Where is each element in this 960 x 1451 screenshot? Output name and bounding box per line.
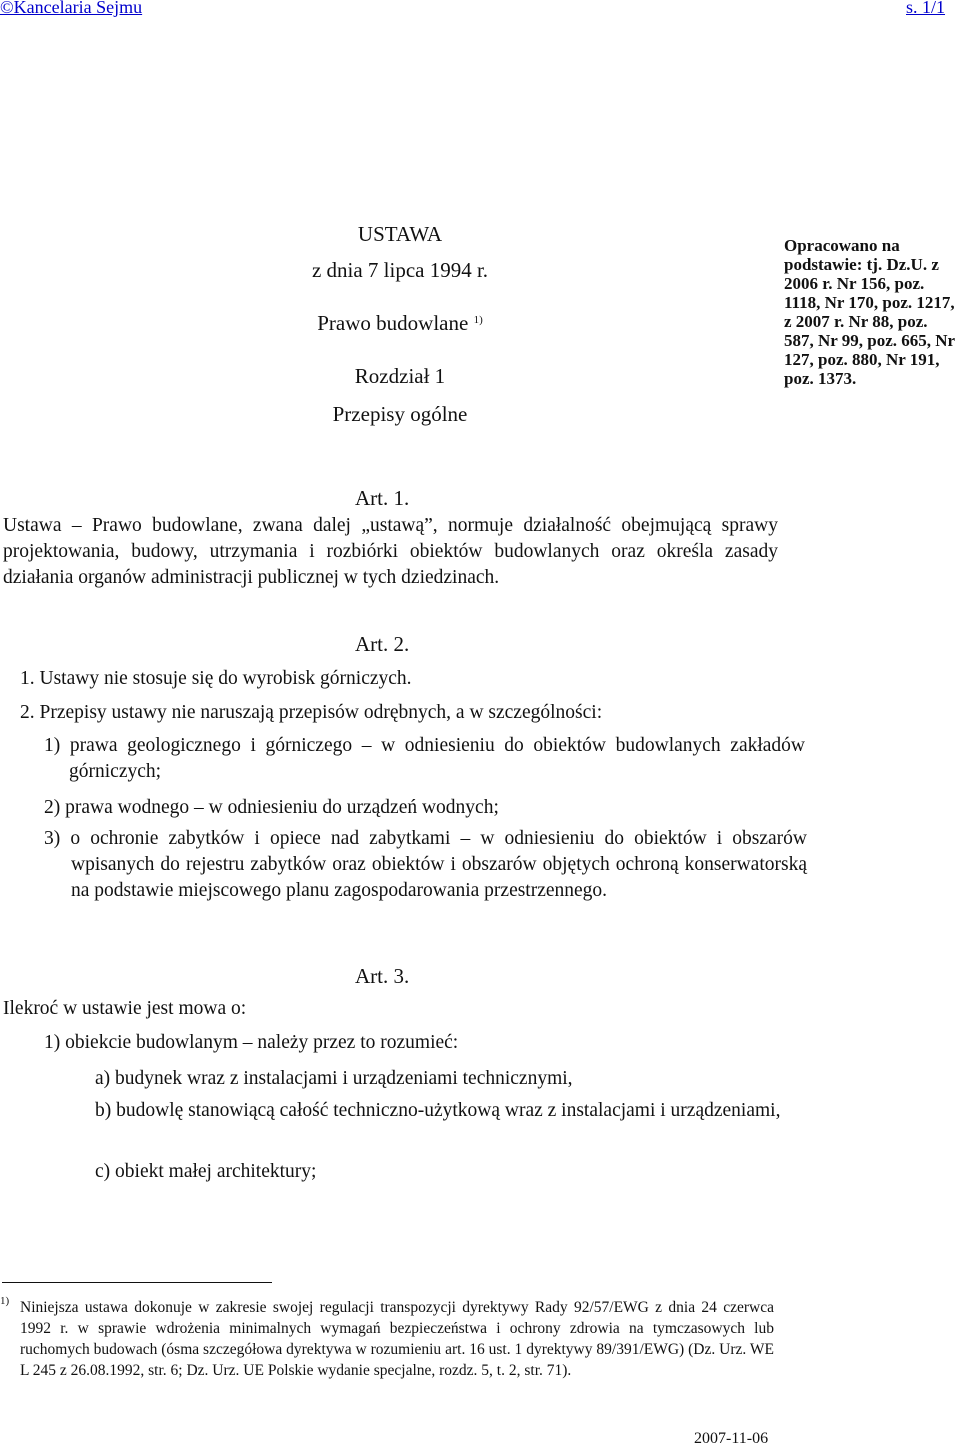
art2-item-3-num: 3) (44, 828, 61, 849)
art3-subitem-a-text: budynek wraz z instalacjami i urządzeniami technicznymi, (115, 1068, 573, 1089)
art1-title: Art. 1. (355, 486, 410, 510)
art2-paragraph-1: 1. Ustawy nie stosuje się do wyrobisk górniczych. (20, 668, 412, 689)
art2-item-1 (44, 733, 805, 785)
art2-item-2-num: 2) (44, 797, 61, 818)
footnote-mark: 1) (0, 1295, 10, 1307)
art2-item-1-num: 1) (44, 735, 61, 756)
art3-item-1: 1) obiekcie budowlanym – należy przez to rozumieć: (44, 1032, 459, 1053)
document-date: 2007-11-06 (694, 1430, 769, 1447)
art1-text: Ustawa – Prawo budowlane, zwana dalej „ustawą”, normuje działalność obejmującą sprawy projektowania, budowy, utrzymania i rozbiórki obiektów budowlanych oraz określa zasady działania organów administracji publicznej w tych dziedzinach. (3, 515, 778, 588)
art2-item-3 (44, 826, 807, 904)
art3-subitem-c-text: obiekt małej architektury; (115, 1161, 317, 1182)
act-type: USTAWA (357, 222, 443, 246)
chapter-title: Przepisy ogólne (332, 402, 468, 426)
source-note: Opracowano na podstawie: tj. Dz.U. z 2006 r. Nr 156, poz. 1118, Nr 170, poz. 1217, z 2007 r. Nr 88, poz. 587, Nr 99, poz. 665, Nr 127, poz. 880, Nr 191, poz. 1373. (784, 236, 955, 388)
art2-item-1-text: prawa geologicznego i górniczego – w odniesieniu do obiektów budowlanych zakładów górniczych; (69, 735, 806, 782)
art2-item-2-text: prawa wodnego – w odniesieniu do urządzeń wodnych; (65, 797, 499, 818)
act-title (200, 311, 600, 336)
art3-subitem-a-num: a) (95, 1068, 111, 1089)
art3-subitem-c-num: c) (95, 1161, 111, 1182)
art3-subitem-a (95, 1066, 807, 1092)
art3-subitem-b-text: budowlę stanowiącą całość techniczno-użytkową wraz z instalacjami i urządzeniami, (116, 1100, 781, 1121)
act-date: z dnia 7 lipca 1994 r. (311, 258, 489, 282)
art2-item-3-text: o ochronie zabytków i opiece nad zabytkami – w odniesieniu do obiektów i obszarów wpisanych do rejestru zabytków oraz obiektów i obszarów objętych ochroną konserwatorską na podstawie miejscowego planu zagospodarowania przestrzennego. (70, 828, 808, 901)
art2-paragraph-2: 2. Przepisy ustawy nie naruszają przepisów odrębnych, a w szczególności: (20, 702, 603, 723)
act-title-text: Prawo budowlane (317, 311, 469, 335)
art3-subitem-c (95, 1159, 807, 1185)
footnote-separator (2, 1282, 272, 1283)
art2-item-2 (44, 795, 805, 821)
art3-subitem-b (95, 1098, 807, 1124)
chapter-number: Rozdział 1 (354, 364, 446, 388)
page-number-link[interactable]: s. 1/1 (906, 0, 946, 17)
art2-title: Art. 2. (355, 632, 410, 656)
art3-title: Art. 3. (355, 964, 410, 988)
footnote-ref: 1) (473, 314, 483, 326)
art3-subitem-b-num: b) (95, 1100, 112, 1121)
art3-intro: Ilekroć w ustawie jest mowa o: (3, 998, 247, 1019)
kancelaria-sejmu-link[interactable]: ©Kancelaria Sejmu (0, 0, 143, 17)
footnote-text: Niniejsza ustawa dokonuje w zakresie swojej regulacji transpozycji dyrektywy Rady 92/57/EWG z dnia 24 czerwca 1992 r. w sprawie wdrożenia minimalnych wymagań bezpieczeństwa i ochrony zdrowia na tymczasowych lub ruchomych budowach (ósma szczegółowa dyrektywa w rozumieniu art. 16 ust. 1 dyrektywy 89/391/EWG) (Dz. Urz. WE L 245 z 26.08.1992, str. 6; Dz. Urz. UE Polskie wydanie specjalne, rozdz. 5, t. 2, str. 71). (20, 1299, 774, 1379)
